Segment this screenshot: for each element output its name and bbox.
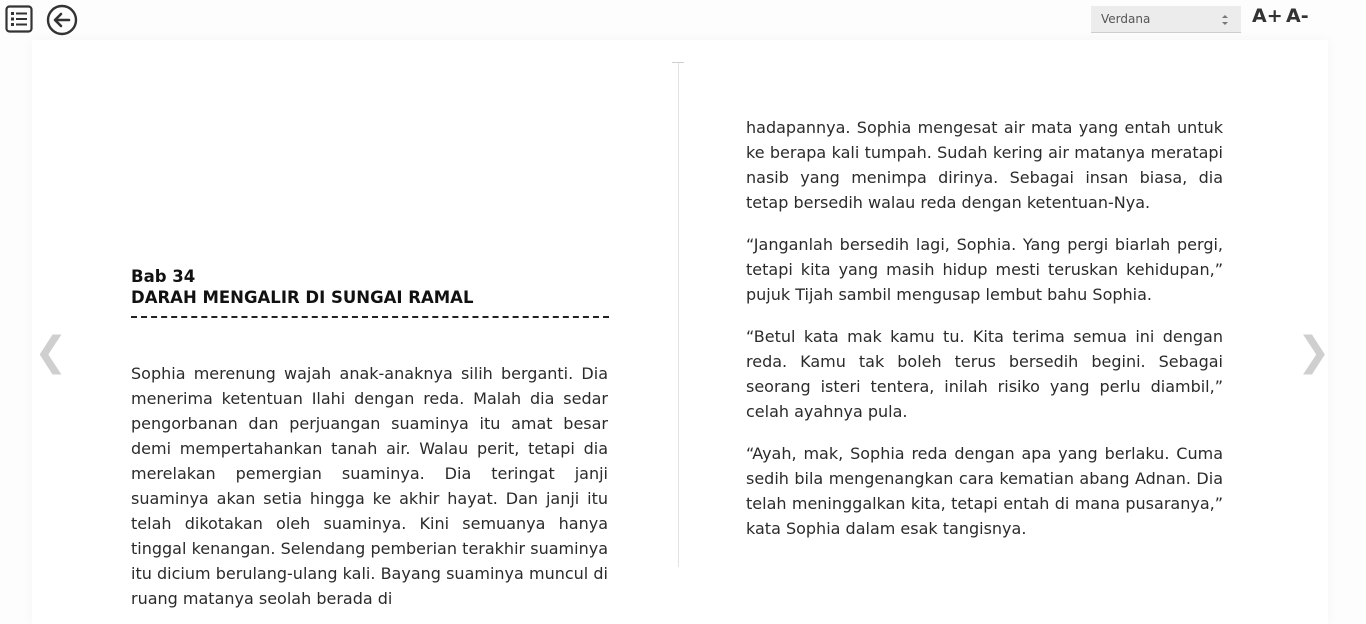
font-family-selected: Verdana (1101, 12, 1151, 26)
select-arrows-icon (1221, 13, 1229, 27)
chapter-number: Bab 34 (131, 267, 196, 286)
paragraph: “Janganlah bersedih lagi, Sophia. Yang pergi biarlah pergi, tetapi kita yang masih hidup mesti teruskan kehidupan,” pujuk Tijah sambil mengusap lembut bahu Sophia. (746, 235, 1223, 304)
list-icon[interactable] (5, 5, 33, 33)
paragraph: “Ayah, mak, Sophia reda dengan apa yang berlaku. Cuma sedih bila mengenangkan cara kematian abang Adnan. Dia telah meninggalkan kita, tetapi entah di mana pusaranya,” kata Sophia dalam esak tangisnya. (746, 444, 1223, 538)
font-family-select[interactable] (1091, 6, 1241, 33)
back-arrow-icon[interactable] (46, 4, 78, 36)
left-page (131, 266, 608, 624)
right-page (746, 115, 1223, 558)
page-divider (678, 62, 679, 567)
font-decrease-button[interactable]: A- (1286, 5, 1309, 27)
paragraph: Sophia merenung wajah anak-anaknya silih berganti. Dia menerima ketentuan Ilahi dengan reda. Malah dia sedar pengorbanan dan perjuangan suaminya itu amat besar demi mempertahankan tanah air. Walau perit, tetapi dia merelakan pemergian suaminya. Dia teringat janji suaminya akan setia hingga ke akhir hayat. Dan janji itu telah dikotakan oleh suaminya. Kini semuanya hanya tinggal kenangan. Selendang pemberian terakhir suaminya itu dicium berulang-ulang kali. Bayang suaminya muncul di ruang matanya seolah berada di (131, 364, 608, 608)
page-divider-tick (672, 62, 684, 63)
chapter-title: DARAH MENGALIR DI SUNGAI RAMAL (131, 288, 474, 307)
next-page-button[interactable]: ❯ (1297, 329, 1331, 375)
font-increase-button[interactable]: A+ (1252, 5, 1283, 27)
paragraph: “Betul kata mak kamu tu. Kita terima semua ini dengan reda. Kamu tak boleh terus bersedih begini. Sebagai seorang isteri tentera, inilah risiko yang perlu diambil,” celah ayahnya pula. (746, 327, 1223, 421)
reader-toolbar (0, 0, 1366, 38)
previous-page-button[interactable]: ❮ (34, 329, 68, 375)
chapter-divider (131, 316, 609, 318)
paragraph: hadapannya. Sophia mengesat air mata yang entah untuk ke berapa kali tumpah. Sudah kering air matanya meratapi nasib yang menimpa dirinya. Sebagai insan biasa, dia tetap bersedih walau reda dengan ketentuan-Nya. (746, 118, 1223, 212)
